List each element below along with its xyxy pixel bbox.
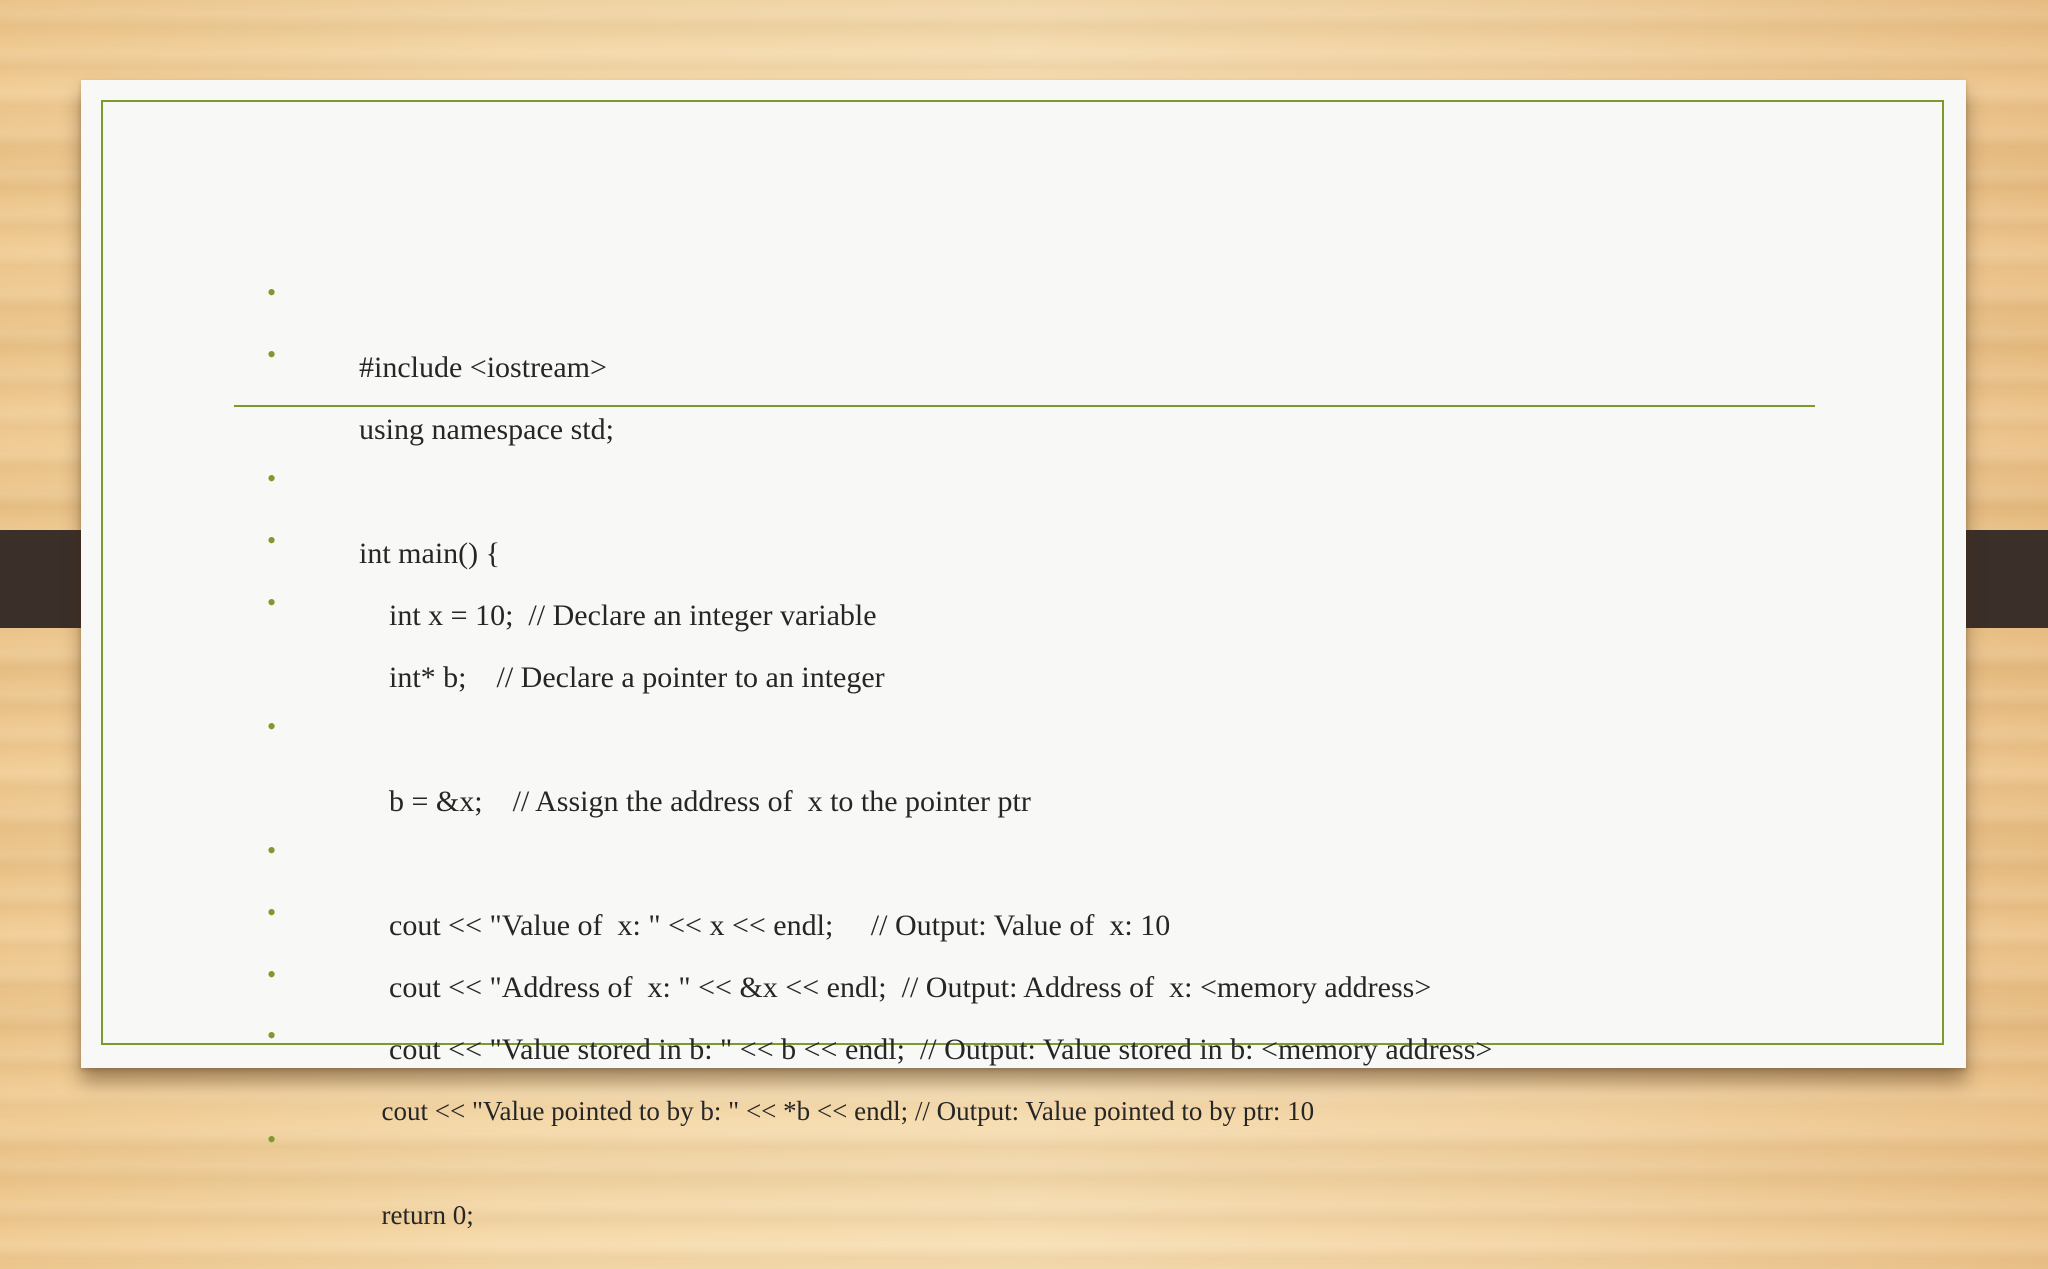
code-text: int main() { xyxy=(359,537,501,570)
bullet-icon: • xyxy=(267,960,277,989)
bullet-icon: • xyxy=(267,836,277,865)
bullet-icon: • xyxy=(267,340,277,369)
slide xyxy=(81,80,1966,1230)
code-text: cout << "Address of x: " << &x << endl; // Output: Address of x: <memory address> xyxy=(359,971,1432,1004)
code-text: b = &x; // Assign the address of x to the pointer ptr xyxy=(359,785,1031,818)
code-text: int x = 10; // Declare an integer variable xyxy=(359,599,877,632)
code-line xyxy=(267,588,885,732)
code-text: #include <iostream> xyxy=(359,351,607,384)
bullet-icon: • xyxy=(267,278,277,307)
bullet-icon: • xyxy=(267,1021,277,1050)
code-text: return 0; xyxy=(354,1200,474,1230)
code-text: int* b; // Declare a pointer to an integer xyxy=(359,661,885,694)
bullet-icon: • xyxy=(267,526,277,555)
code-line xyxy=(267,712,1031,856)
code-text: cout << "Value stored in b: " << b << endl; // Output: Value stored in b: <memory address> xyxy=(359,1033,1493,1066)
bullet-icon: • xyxy=(267,464,277,493)
bullet-icon: • xyxy=(267,712,277,741)
code-text: cout << "Value pointed to by b: " << *b << endl; // Output: Value pointed to by ptr: 10 xyxy=(354,1096,1315,1126)
code-text: cout << "Value of x: " << x << endl; // Output: Value of x: 10 xyxy=(359,909,1171,942)
code-bullet-list xyxy=(81,80,1966,1230)
bullet-icon: • xyxy=(267,588,277,617)
code-text: using namespace std; xyxy=(359,413,614,446)
code-line xyxy=(267,1125,474,1269)
bullet-icon: • xyxy=(267,1125,277,1154)
bullet-icon: • xyxy=(267,898,277,927)
code-line xyxy=(267,340,614,484)
